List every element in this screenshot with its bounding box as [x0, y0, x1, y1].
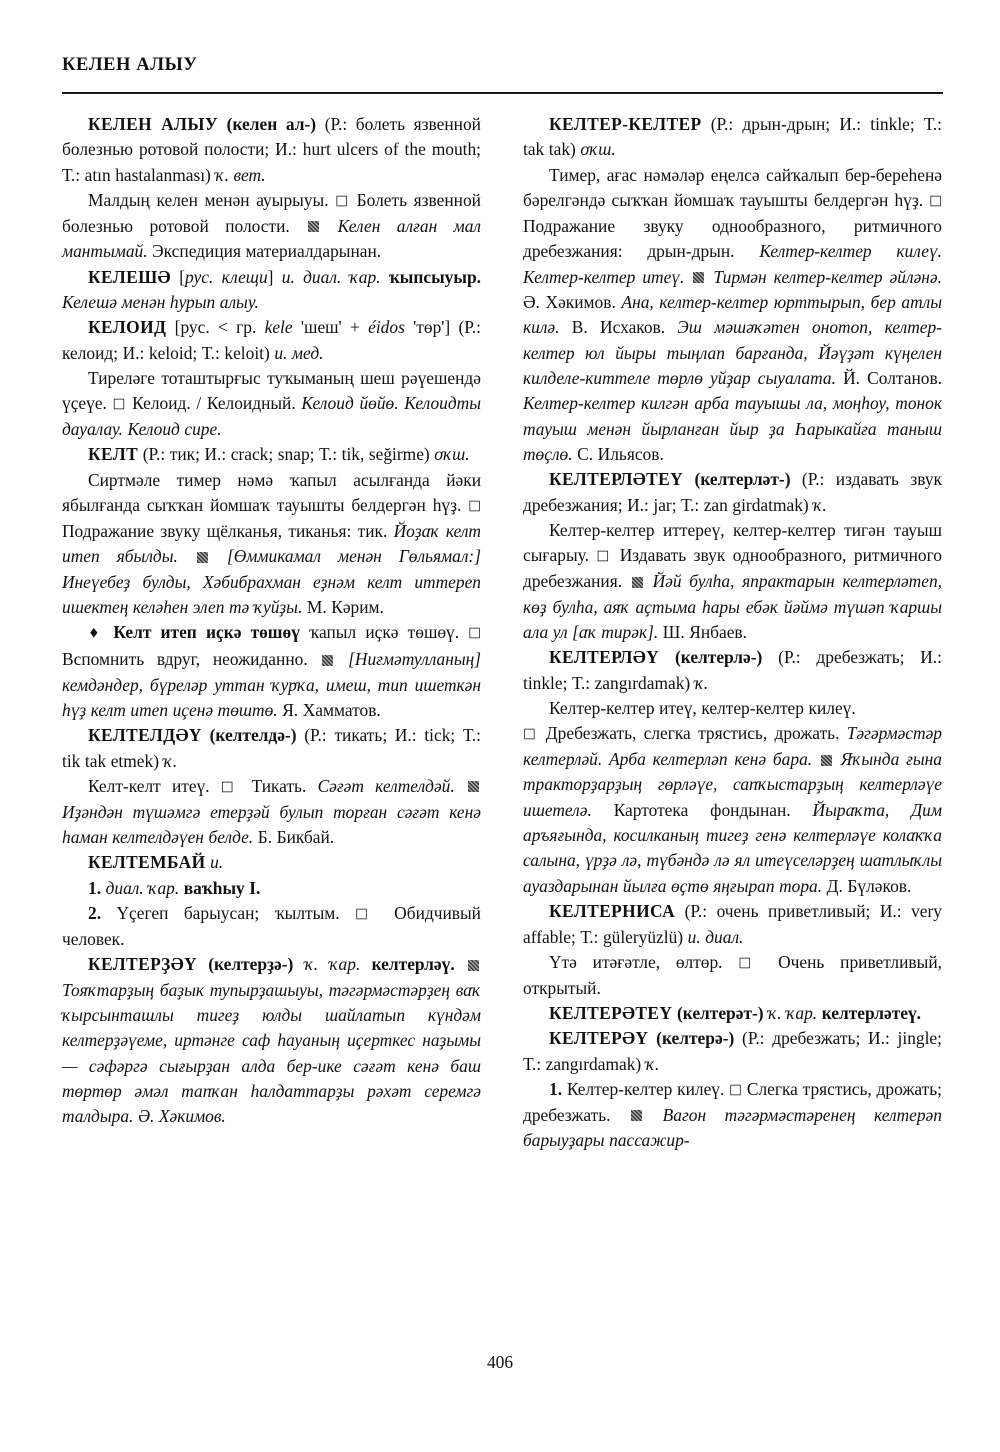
citation: [Өммикамал менән Гөльямал:] Инеүебеҙ булды, Хәбибрахман еҙнәм келт иттереп ишектең келәһен элеп тә ҡуйҙы.: [62, 546, 481, 618]
entry-kelter\u0499\u04d9\u04af: [62, 952, 481, 1129]
cross-reference: келтерләү.: [371, 954, 455, 975]
body-russian: Подражание звуку щёлканья, тиканья: тик.: [62, 521, 388, 541]
grammar-form: (келен ал-): [226, 114, 317, 134]
entry-keloid: КЕЛОИД [рус. < гр. kele 'шеш' + éidos 'төр'] (Р.: келоид; И.: keloid; Т.: keloit) и. мед.: [62, 317, 481, 363]
entry-kelter\u04d9\u04af: [523, 1026, 942, 1077]
examples: Келоид йөйө. Келоидты дауалау. Келоид сире.: [62, 393, 481, 440]
subentry-kelt-itep-iske-toshou: [62, 620, 481, 723]
citation-source: В. Исхаков.: [571, 317, 666, 338]
citation: Яҡында ғына тракторҙарҙың гөрләүе, сапҡыстарҙың келтерләүе ишетелә.: [523, 749, 942, 820]
example: Сәғәт келтелдәй.: [317, 775, 455, 796]
citation: Йыраҡта, Дим аръяғында, косилканың тигеҙ генә келтерләүе колаҡҡа салына, үрҙә лә, түбәндә лә ял итеүселәрҙең шатлыҡлы ауаздарынан йылға өҫтө яңғырап тора.: [523, 799, 942, 896]
gloss: (Р.: келоид; И.: keloid; Т.: keloit): [62, 317, 481, 363]
labels: и.: [210, 852, 224, 873]
citation: Тояҡтарҙың баҙык тупырҙашыуы, тәгәрмәстәрҙең ваҡ ҡырсынташлы тигеҙ юлды шайлатып күндәм келтерҙәүеме, иртәнге саф һауаның иҫерткес наҙымы — сәфәргә сығырҙан алда бер-ике сәғәт кенә баш төртөр әмәл тапҡан һалдаттарҙы рәхәт серемгә талдыра.: [62, 979, 481, 1127]
body-russian: Тикать.: [251, 775, 307, 796]
headword: КЕЛТЕМБАЙ: [88, 852, 206, 873]
labels: ҡ. вет.: [215, 164, 266, 185]
entry-kelen-alyu-body: [62, 188, 481, 265]
body-bashkir: Үҫегеп барыусан; ҡылтым.: [116, 903, 340, 924]
sense-number: 1.: [549, 1079, 563, 1100]
citation: Йәй булһа, япрактарын келтерләтеп, көҙ булһа, аяҡ аҫтыма һары ебәк йәймә түшәп ҡаршы ала ул [аҡ тирәк].: [523, 571, 942, 642]
citation-block-icon: [468, 781, 479, 792]
gloss: (Р.: дрын-дрын; И.: tinkle; Т.: tak tak): [523, 114, 942, 160]
body-russian: Болеть язвенной болезнью ротовой полости.: [62, 190, 481, 236]
body-russian: Очень приветливый, открытый.: [523, 951, 942, 998]
entry-kelternisa-body: [523, 950, 942, 1001]
entry-keltelde\u00fc: [62, 723, 481, 774]
body-russian: Келоид. / Келоидный.: [132, 393, 296, 414]
citation-block-icon: [631, 1110, 642, 1121]
labels: диал. ҡар.: [105, 877, 180, 898]
left-column: [62, 112, 481, 1327]
definition-square-icon: □: [335, 192, 351, 209]
citation-source: С. Ильясов.: [577, 443, 664, 464]
body-russian: Издавать звук однообразного, ритмичного дребезжания.: [523, 545, 942, 592]
labels: ҡ. ҡар.: [768, 1003, 818, 1024]
body-bashkir: Тиреләге тоташтырғыс туҡыманың шеш рәүешендә үҫеүе.: [62, 367, 481, 414]
entry-kelter-kelter-body: [523, 163, 942, 468]
citation-source: Я. Хамматов.: [282, 699, 381, 720]
body-russian: Вспомнить вдруг, неожиданно.: [62, 649, 308, 670]
entry-keleshe: КЕЛЕШӘ [рус. клещи] и. диал. ҡар. ҡыпсыуыр. Келешә менән һурып алыу.: [62, 266, 481, 312]
entry-keltembay: [62, 850, 481, 875]
labels: ҡ. ҡар.: [304, 954, 361, 975]
headword: КЕЛТЕЛДӘҮ: [88, 725, 202, 746]
sense-number: 2.: [88, 903, 102, 924]
definition-square-icon: □: [112, 395, 127, 412]
labels: ҡ.: [163, 750, 178, 771]
definition-square-icon: □: [468, 624, 481, 641]
labels: ҡ.: [813, 494, 827, 515]
citation: Иҙәндән түшәмгә етерҙәй булып торған сәғәт кенә һаман келтелдәүен белде.: [62, 801, 481, 848]
headword: КЕЛЕН АЛЫУ: [88, 114, 219, 134]
examples: Тәгәрмәстәр келтерләй. Арба келтерләп кенә бара.: [523, 723, 942, 770]
citation-block-icon: [821, 755, 832, 766]
body-bashkir: Келтер-келтер килеү.: [566, 1079, 725, 1100]
headword: КЕЛТЕРЛӘҮ: [549, 647, 660, 668]
grammar-form: (келтелдә-): [209, 725, 297, 746]
citation: Келтер-келтер килгән арба тауышы ла, моңһоу, тонок тауыш менән йырланған йыр ҙа Һарыкайға таныш төҫлө.: [523, 393, 942, 464]
cross-reference: ваҡһыу I.: [183, 877, 261, 898]
citation-source: Ш. Янбаев.: [662, 621, 747, 642]
citation-source: Ә. Хәкимов.: [137, 1106, 226, 1127]
entry-keltelde\u00fc-body: [62, 774, 481, 851]
grammar-form: (келтерлә-): [674, 647, 763, 668]
definition-square-icon: □: [355, 905, 379, 922]
body-bashkir: Тимер, ағас нәмәләр еңелсә сайҡалып бер-береһенә бәрелгәндә сыҡҡан йомшаҡ тауышты белдергән һүҙ.: [523, 164, 942, 211]
citation: [Ниғмәтулланың] кемдәндер, бүреләр уттан ҡурҡа, имеш, тип ишеткән һүҙ келт итеп иҫенә төштө.: [62, 649, 481, 720]
entry-keloid-body: [62, 366, 481, 443]
example: Йоҙаҡ келт итеп ябылды.: [62, 521, 481, 567]
body-bashkir: Келтер-келтер итеү, келтер-келтер килеү.: [549, 697, 856, 718]
entry-kelternisa: [523, 899, 942, 950]
citation-source: Б. Бикбай.: [257, 827, 335, 848]
labels: и. диал.: [687, 926, 744, 947]
entry-kelter\u04d9\u04af-sense-1: [523, 1077, 942, 1154]
headword: КЕЛТЕРӘТЕҮ: [549, 1003, 673, 1024]
body-bashkir: Сиртмәле тимер нәмә ҡапыл асылғанда йәки ябылғанда сыҡҡан йомшаҡ тауышты белдергән һүҙ.: [62, 469, 481, 516]
citation: Вагон тәгәрмәстәренең келтерәп барыуҙары пассажир-: [523, 1104, 942, 1151]
examples: Келтер-келтер килеү. Келтер-келтер итеү.: [523, 241, 942, 287]
body-russian: Обидчивый человек.: [62, 903, 481, 949]
gloss: (Р.: тик; И.: crack; snap; Т.: tik, seğirme): [142, 444, 430, 465]
headword: КЕЛОИД: [88, 317, 167, 338]
citation-source: Д. Бүләков.: [826, 875, 912, 896]
body-russian: Слегка трястись, дрожать; дребезжать.: [523, 1079, 942, 1125]
page-number: 406: [486, 1352, 514, 1372]
body-columns: [62, 112, 943, 1327]
headword: КЕЛЕШӘ: [88, 266, 171, 287]
entry-kelter-kelter: [523, 112, 942, 163]
citation-block-icon: [308, 221, 319, 232]
citation-source: Ә. Хәкимов.: [523, 291, 616, 312]
entry-kelterl\u04d9\u04af-body: [523, 696, 942, 721]
body-bashkir: Келт-келт итеү.: [88, 775, 210, 796]
labels: оҡш.: [434, 444, 470, 465]
gloss: (Р.: болеть язвенной болезнью ротовой полости; И.: hurt ulcers of the mouth; Т.: atın hastalanması): [62, 114, 481, 185]
right-column: [523, 112, 942, 1327]
subentry-diamond-icon: ♦: [88, 626, 105, 642]
gloss: (Р.: издавать звук дребезжания; И.: jar; Т.: zan girdatmak): [523, 469, 942, 515]
entry-kelterl\u04d9te\u04af-body: [523, 518, 942, 645]
grammar-form: (келтерҙә-): [208, 954, 294, 975]
subentry-headword: Келт итеп иҫкә төшөү: [113, 622, 300, 643]
entry-keltembay-sense-2: [62, 901, 481, 952]
definition-square-icon: □: [220, 778, 241, 795]
header-rule: [62, 92, 943, 94]
grammar-form: (келтерә-): [656, 1028, 735, 1049]
example: Келешә менән һурып алыу.: [62, 291, 259, 312]
entry-kelterl\u04d9te\u04af: [523, 467, 942, 518]
labels: оҡш.: [580, 139, 616, 160]
running-head: [62, 55, 942, 76]
definition-square-icon: □: [468, 497, 481, 514]
body-russian: Дребезжать, слегка трястись, дрожать.: [545, 723, 840, 744]
definition-square-icon: □: [738, 954, 763, 971]
definition-square-icon: □: [729, 1081, 743, 1098]
grammar-form: (келтерәт-): [676, 1003, 764, 1024]
citation: Тирмән келтер-келтер әйләнә.: [713, 266, 942, 287]
sense-number: 1.: [88, 877, 102, 898]
citation-source: Экспедиция материалдарынан.: [152, 241, 382, 262]
headword: КЕЛТЕРҘӘҮ: [88, 954, 197, 975]
grammar-form: (келтерләт-): [694, 469, 791, 490]
definition-square-icon: □: [929, 192, 942, 209]
headword: КЕЛТЕРӘҮ: [549, 1028, 649, 1049]
body-bashkir: Үтә итәғәтле, өлтөр.: [549, 951, 723, 972]
headword: КЕЛТЕР-КЕЛТЕР: [549, 114, 702, 134]
entry-kelen-alyu: [62, 112, 481, 188]
labels: ҡ.: [645, 1053, 660, 1074]
citation: Келен алған мал мантымай.: [62, 215, 481, 262]
body-bashkir: Келтер-келтер иттереү, келтер-келтер тигән тауыш сығарыу.: [523, 520, 942, 566]
running-head-text: КЕЛЕН АЛЫУ: [62, 55, 198, 75]
citation-block-icon: [693, 272, 704, 283]
cross-reference: келтерләтеү.: [821, 1003, 922, 1024]
cross-reference: ҡыпсыуыр.: [388, 266, 481, 287]
definition-square-icon: □: [596, 547, 613, 564]
labels: и. диал. ҡар.: [281, 266, 381, 287]
citation-block-icon: [632, 577, 643, 588]
citation: Ана, келтер-келтер юрттырып, бер атлы килә.: [523, 291, 942, 338]
entry-keltembay-sense-1: [62, 876, 481, 901]
citation-block-icon: [322, 655, 333, 666]
headword: КЕЛТ: [88, 444, 139, 465]
citation-source: М. Кәрим.: [306, 597, 384, 618]
entry-kelterl\u04d9\u04af: [523, 645, 942, 696]
body-russian: Подражание звуку однообразного, ритмичного дребезжания: дрын-дрын.: [523, 215, 942, 262]
entry-kelt-body: [62, 468, 481, 621]
entry-kelt: [62, 442, 481, 467]
entry-kelter\u04d9te\u04af: [523, 1001, 942, 1026]
gloss: (Р.: очень приветливый; И.: very affable; Т.: güleryüzlü): [523, 901, 942, 947]
gloss: (Р.: дребезжать; И.: jingle; Т.: zangırdamak): [523, 1028, 942, 1074]
etymology: рус. клещи: [185, 266, 268, 287]
citation-source: Й. Солтанов.: [843, 367, 942, 388]
entry-kelterl\u04d9\u04af-defn: [523, 721, 942, 899]
headword: КЕЛТЕРЛӘТЕҮ: [549, 469, 684, 490]
body-bashkir: ҡапыл иҫкә төшөү.: [309, 622, 460, 643]
headword: КЕЛТЕРНИСА: [549, 901, 676, 922]
gloss: (Р.: дребезжать; И.: tinkle; Т.: zangırdamak): [523, 647, 942, 693]
gloss: (Р.: тикать; И.: tick; Т.: tik tak etmek): [62, 725, 481, 771]
citation: Эш мәшәҡәтен онотоп, келтер-келтер юл йыры тыңлап барғанда, Йәүҙәт күңелен килделе-киттеле төрлө уйҙар сыуалата.: [523, 317, 942, 388]
citation-block-icon: [197, 552, 208, 563]
labels: и. мед.: [274, 342, 324, 363]
labels: ҡ.: [694, 672, 709, 693]
body-bashkir: Малдың келен менән ауырыуы.: [88, 190, 329, 211]
citation-block-icon: [468, 960, 479, 971]
definition-square-icon: □: [523, 725, 539, 742]
citation-source: Картотека фондынан.: [613, 799, 791, 820]
